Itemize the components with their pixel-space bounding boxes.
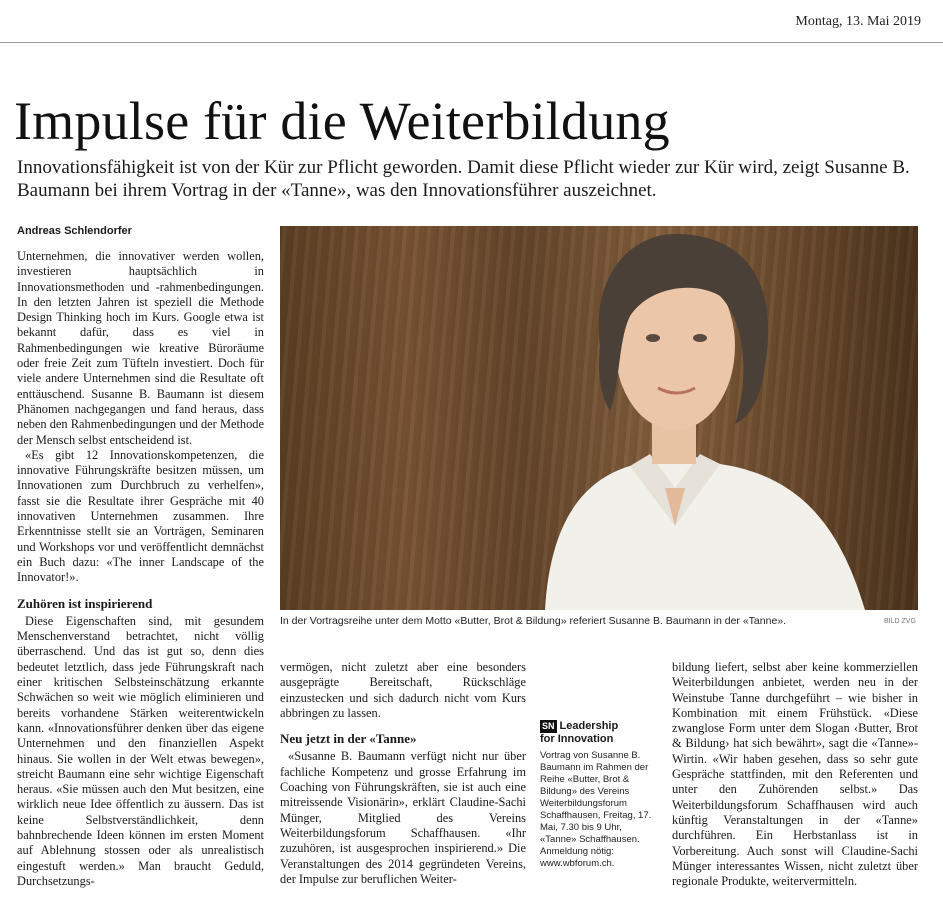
subheading-zuhoeren: Zuhören ist inspirierend [17,595,153,611]
author-byline: Andreas Schlendorfer [17,225,132,237]
portrait-figure [280,226,918,610]
col1-paragraph-1: Unternehmen, die innovativer werden wollen, investieren hauptsächlich in Innovationsmethoden und -rahmenbedingungen. In den letzten Jahren ist speziell die Methode Design Thinking hoch im Kurs. Google etwa ist bekannt dafür, dass es viel in Rahmenbedingungen wie kreative Büroräume oder freie Zeit zum Tüfteln investiert. Doch für viele andere Unternehmen sind die Resultate oft enttäuschend. Susanne B. Baumann ist diesem Phänomen nachgegangen und fand heraus, dass neben den Rahmenbedingungen und der Methode der Mensch selbst entscheidend ist. [17,249,264,447]
infobox-title-line1: Leadership [559,720,619,732]
sn-logo-icon: SN [542,721,555,731]
lead-paragraph: Innovationsfähigkeit ist von der Kür zur Pflicht geworden. Damit diese Pflicht wieder zur Kür wird, zeigt Susanne B. Baumann bei ihrem Vortrag in der «Tanne», was den Innovationsführer auszeichnet. [17,157,910,201]
infobox-body: Vortrag von Susanne B. Baumann im Rahmen der Reihe «Butter, Brot & Bildung» des Vereins Weiterbildungsforum Schaffhausen, Freitag, 17. Mai, 7.30 bis 9 Uhr, «Tanne» Schaffhausen. Anmeldung nötig: www.wbforum.ch. [540,750,652,869]
col1-paragraph-2: «Es gibt 12 Innovationskompetenzen, die innovative Führungskräfte besitzen müssen, um Innovationen zum Durchbruch zu verhelfen», fasst sie die Resultate ihrer Gespräche mit 40 innovativen Unternehmen zusammen. Ihre Erkenntnisse stellt sie an Vorträgen, Seminaren und Workshops vor und veröffentlicht demnächst ein Buch dazu: «The inner Landscape of the Innovator!». [17,447,264,585]
headline: Impulse für die Weiterbildung [14,91,670,151]
article-column-3 [672,660,918,889]
left-eye [646,334,660,342]
infobox-title [540,720,658,746]
photo-caption: In der Vortragsreihe unter dem Motto «Butter, Brot & Bildung» referiert Susanne B. Baumann in der «Tanne». [280,615,787,627]
event-infobox [540,720,658,870]
portrait-photo [280,226,918,610]
article-column-1 [17,249,264,889]
article-column-2 [280,660,526,887]
col1-paragraph-3: Diese Eigenschaften sind, mit gesundem Menschenverstand betrachtet, nicht völlig überraschend. Und das ist gut so, denn dies bedeutet letztlich, dass jede Führungskraft nach einer kritischen Selbsteinschätzung erkannte Schwächen so weit wie möglich eliminieren und bereits vorhandene Stärken weiterentwickeln kann. «Innovationsführer denken über das eigene Unternehmen und den finanziellen Aspekt hinaus. Sie wollen in der Welt etwas bewegen», streicht Baumann eine sehr wichtige Eigenschaft heraus. «Sie müssen auch den Mut besitzen, eine wirklich neue Idee öffentlich zu äussern. Das ist keine Selbstverständlichkeit, denn bahnbrechende Ideen können im ersten Moment auf Ablehnung stossen oder als unrealistisch eingestuft werden.» Man braucht Geduld, Durchsetzungs- [17,613,264,888]
issue-date: Montag, 13. Mai 2019 [795,14,921,29]
infobox-title-line2: for Innovation [540,733,614,745]
right-eye [693,334,707,342]
col3-paragraph-1: bildung liefert, selbst aber keine kommerziellen Weiterbildungen anbietet, werden neu in der Weinstube Tanne durchgeführt – wie bisher in Kombination mit einem Frühstück. «Diese zwanglose Form unter dem Slogan ‹Butter, Brot & Bildung› hat sich bewährt», sagt die «Tanne»-Wirtin. «Wir haben gesehen, dass so sehr gute Gespräche stattfinden, mit den Referenten und unter den Zuhörenden selbst.» Das Weiterbildungsforum Schaffhausen wird auch künftig Veranstaltungen in der «Tanne» durchführen. Ein Herbstanlass ist in Vorbereitung. Auch sonst will Claudine-Sachi Münger interessantes Wissen, nicht zuletzt über regionale Produkte, weitervermitteln. [672,660,918,889]
col2-paragraph-1: vermögen, nicht zuletzt aber eine besonders ausgeprägte Bereitschaft, Rückschläge einzustecken und sich dadurch nicht vom Kurs abbringen zu lassen. [280,660,526,720]
header-rule [0,42,943,43]
col2-paragraph-2: «Susanne B. Baumann verfügt nicht nur über fachliche Kompetenz und grosse Erfahrung im Coaching von Führungskräften, sie ist auch eine mitreissende Visionärin», erklärt Claudine-Sachi Münger, Mitglied des Vereins Weiterbildungsforum Schaffhausen. «Ihr zuzuhören, ist ausgesprochen inspirierend.» Die Veranstaltungen des 2014 gegründeten Vereins, der Impulse zur beruflichen Weiter- [280,749,526,886]
photo-credit: BILD ZVG [884,618,916,625]
subheading-tanne: Neu jetzt in der «Tanne» [280,731,417,747]
